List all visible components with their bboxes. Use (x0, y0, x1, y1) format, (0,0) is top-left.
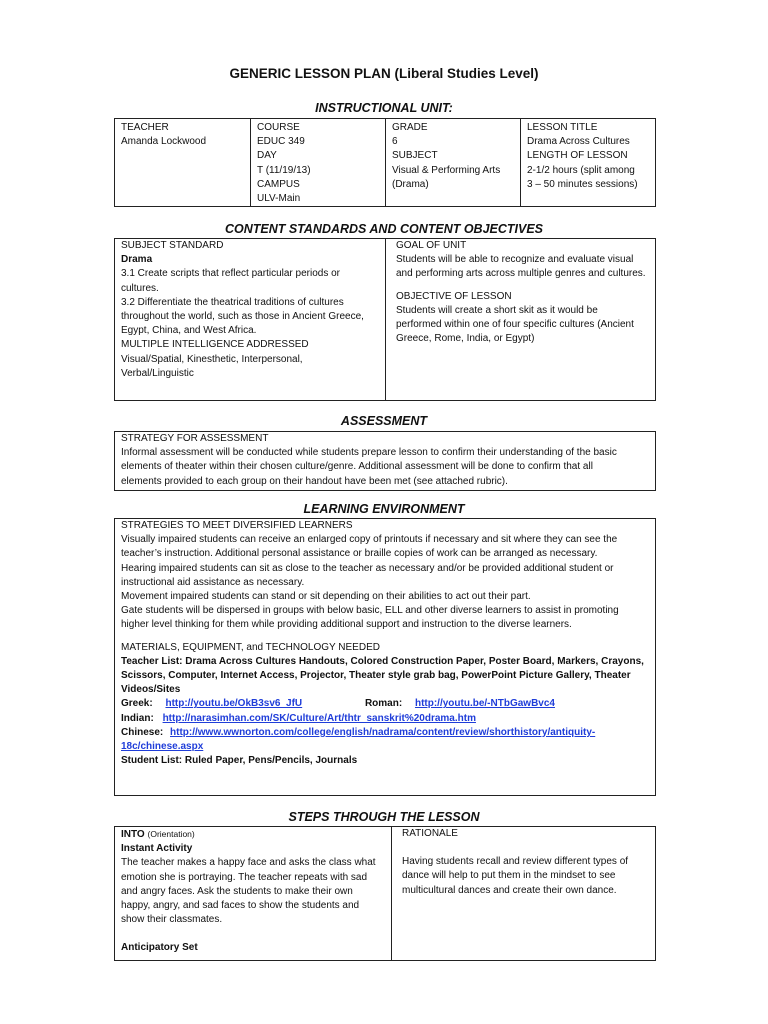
steps-heading: STEPS THROUGH THE LESSON (288, 810, 480, 824)
subject-label: SUBJECT (392, 150, 438, 162)
standard-3-1-line1: 3.1 Create scripts that reflect particular periods or (121, 268, 340, 280)
teacher-name: Amanda Lockwood (121, 136, 207, 148)
standard-3-2-line1: 3.2 Differentiate the theatrical traditions of cultures (121, 296, 344, 308)
rationale-label: RATIONALE (402, 828, 458, 839)
roman-label: Roman: (364, 698, 403, 710)
goal-line2: and performing arts across multiple genres and cultures. (396, 268, 646, 280)
subject-standard-label: SUBJECT STANDARD (121, 240, 224, 251)
strategy-line6: Gate students will be dispersed in groups with below basic, ELL and other diverse learners to assist in promoting (121, 605, 619, 617)
materials-label: MATERIALS, EQUIPMENT, and TECHNOLOGY NEEDED (121, 641, 380, 653)
indian-label: Indian: (121, 712, 154, 724)
standard-3-2-line2: throughout the world, such as those in Ancient Greece, (121, 311, 364, 323)
strategy-line2: teacher’s instruction. Additional personal assistance or braille copies of work can be arranged as necessary. (121, 548, 598, 560)
course-value: EDUC 349 (257, 136, 305, 148)
objective-label: OBJECTIVE OF LESSON (396, 290, 512, 302)
learning-environment-heading: LEARNING ENVIRONMENT (303, 502, 465, 516)
strategy-line4: instructional aid assistance as necessary. (121, 576, 305, 588)
subject-value-line2: (Drama) (392, 178, 429, 190)
assessment-line1: Informal assessment will be conducted while students prepare lesson to confirm their understanding of the basic (121, 447, 617, 459)
goal-objective-cell (385, 239, 655, 400)
spacer (121, 927, 385, 941)
strategy-line5: Movement impaired students can stand or sit depending on their abilities to act out their part. (121, 591, 531, 603)
strategies-label: STRATEGIES TO MEET DIVERSIFIED LEARNERS (121, 520, 353, 531)
chinese-drama-link-cont[interactable]: 18c/chinese.aspx (121, 741, 204, 753)
into-label: INTO (121, 829, 145, 840)
standard-3-1-line2: cultures. (121, 282, 159, 294)
into-subtitle: (Orientation) (147, 829, 195, 839)
learning-environment-table (114, 518, 656, 796)
chinese-label: Chinese: (121, 726, 164, 738)
activity-line1: The teacher makes a happy face and asks the class what (121, 857, 376, 869)
spacer (396, 282, 649, 290)
chinese-link-row (121, 726, 649, 740)
assessment-line2: elements of theater within their chosen culture/genre. Additional assessment will be done to confirm that all (121, 461, 593, 473)
indian-link-row (121, 712, 649, 726)
activity-line2: emotion she is portraying. The teacher repeats with sad (121, 871, 368, 883)
greek-roman-links-row (121, 697, 649, 711)
campus-value: ULV-Main (257, 193, 301, 205)
length-value-line2: 3 – 50 minutes sessions) (527, 178, 638, 190)
standard-3-2-line3: Egypt, China, and West Africa. (121, 325, 257, 337)
rationale-line3: multicultural dances and create their own dance. (402, 884, 617, 896)
teacher-list-line2: Scissors, Computer, Internet Access, Projector, Theater style grab bag, PowerPoint Picture Gallery, Theater (121, 670, 631, 682)
teacher-list-line1: Teacher List: Drama Across Cultures Handouts, Colored Construction Paper, Poster Board, Markers, Crayons, (121, 655, 644, 667)
grade-cell (385, 119, 520, 206)
strategy-label: STRATEGY FOR ASSESSMENT (121, 433, 269, 444)
lesson-title-cell (520, 119, 655, 206)
indian-drama-link[interactable]: http://narasimhan.com/SK/Culture/Art/thtr_sanskrit%20drama.htm (162, 712, 476, 724)
objective-line2: performed within one of four specific cultures (Ancient (396, 319, 634, 331)
subject-value-line1: Visual & Performing Arts (392, 164, 501, 176)
document-title: GENERIC LESSON PLAN (Liberal Studies Level) (229, 66, 539, 81)
length-label: LENGTH OF LESSON (527, 150, 628, 162)
rationale-line1: Having students recall and review different types of (402, 856, 629, 868)
multiple-intelligence-line1: Visual/Spatial, Kinesthetic, Interpersonal, (121, 353, 303, 365)
length-value-line1: 2-1/2 hours (split among (527, 164, 635, 176)
learning-environment-cell (115, 519, 655, 795)
rationale-line2: dance will help to put them in the mindset to see (402, 870, 616, 882)
strategy-line1: Visually impaired students can receive an enlarged copy of printouts if necessary and sit where they can see the (121, 534, 618, 546)
grade-value: 6 (392, 136, 398, 148)
assessment-line3: elements provided to each group on their handout have been met (see attached rubric). (121, 475, 508, 487)
student-list: Student List: Ruled Paper, Pens/Pencils, Journals (121, 755, 358, 767)
chinese-link-row-cont (121, 740, 649, 754)
subject-standard-cell (115, 239, 385, 400)
roman-video-link[interactable]: http://youtu.be/-NTbGawBvc4 (414, 698, 555, 710)
subject-name: Drama (121, 254, 153, 266)
day-value: T (11/19/13) (257, 164, 311, 176)
spacer (121, 633, 649, 641)
lesson-title-value: Drama Across Cultures (527, 136, 630, 148)
spacer (402, 841, 649, 855)
day-label: DAY (257, 150, 277, 162)
goal-label: GOAL OF UNIT (396, 240, 467, 251)
objective-line1: Students will create a short skit as it would be (396, 304, 598, 316)
assessment-cell (115, 432, 655, 490)
greek-video-link[interactable]: http://youtu.be/OkB3sv6_JfU (165, 698, 303, 710)
chinese-drama-link[interactable]: http://www.wwnorton.com/college/english/nadrama/content/review/shorthistory/antiquity- (170, 726, 596, 738)
campus-label: CAMPUS (257, 178, 300, 190)
multiple-intelligence-line2: Verbal/Linguistic (121, 367, 194, 379)
rationale-cell (391, 827, 655, 960)
activity-line5: show their classmates. (121, 914, 223, 926)
anticipatory-set-label: Anticipatory Set (121, 942, 198, 954)
teacher-label: TEACHER (121, 122, 169, 133)
greek-label: Greek: (121, 698, 153, 710)
content-standards-table (114, 238, 656, 401)
instructional-unit-table (114, 118, 656, 207)
instant-activity-label: Instant Activity (121, 843, 193, 855)
into-heading-row (121, 827, 385, 842)
grade-label: GRADE (392, 122, 428, 133)
lesson-title-label: LESSON TITLE (527, 122, 598, 133)
goal-line1: Students will be able to recognize and evaluate visual (396, 254, 634, 266)
teacher-list-line3: Videos/Sites (121, 684, 181, 696)
activity-line4: happy, angry, and sad faces to show the students and (121, 900, 360, 912)
activity-line3: and angry faces. Ask the students to make their own (121, 885, 353, 897)
instructional-unit-heading: INSTRUCTIONAL UNIT: (315, 101, 453, 115)
strategy-line3: Hearing impaired students can sit as close to the teacher as necessary and/or be provided additional student or (121, 562, 614, 574)
into-cell (115, 827, 391, 960)
course-cell (250, 119, 385, 206)
steps-table (114, 826, 656, 961)
course-label: COURSE (257, 122, 300, 133)
strategy-line7: higher level thinking for them while providing additional support and instruction to the diverse learners. (121, 619, 572, 631)
multiple-intelligence-label: MULTIPLE INTELLIGENCE ADDRESSED (121, 339, 309, 351)
assessment-heading: ASSESSMENT (340, 414, 428, 428)
content-standards-heading: CONTENT STANDARDS AND CONTENT OBJECTIVES (224, 222, 544, 236)
teacher-cell (115, 119, 250, 206)
objective-line3: Greece, Rome, India, or Egypt) (396, 333, 535, 345)
assessment-table (114, 431, 656, 491)
